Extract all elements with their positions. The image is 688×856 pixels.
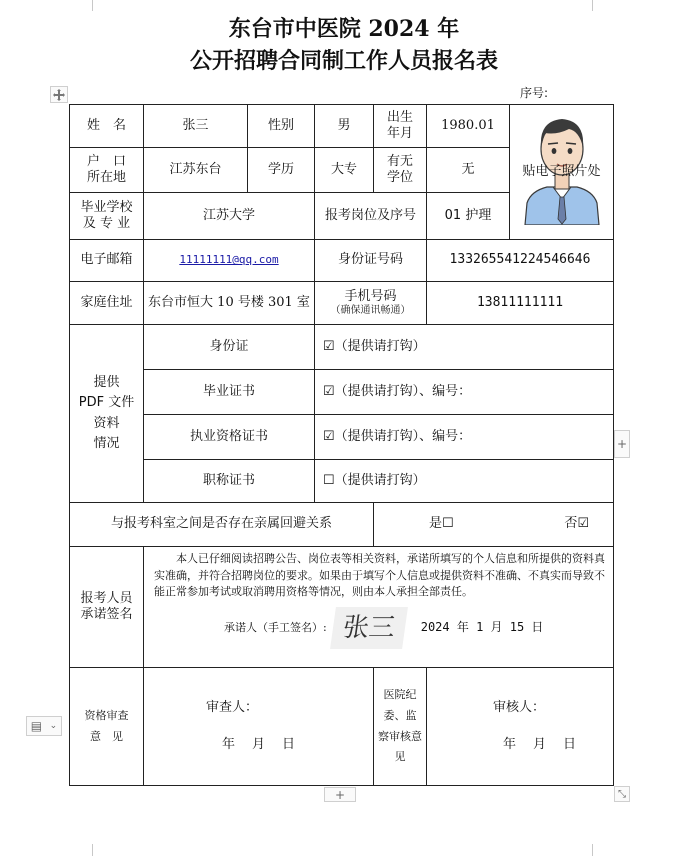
layout-icon-glyph: ▤	[30, 719, 43, 733]
gender-label: 性别	[248, 105, 315, 148]
signature-row	[144, 601, 613, 653]
promise-text: 本人已仔细阅读招聘公告、岗位表等相关资料，承诺所填写的个人信息和所提供的资料真实准确，并符合招聘岗位的要求。如果由于填写个人信息或提供资料不准确、不真实而导致不能正常参加考试或取消聘用资格等情况，则由本人承担全部责任。	[154, 552, 605, 598]
doc-name-license: 执业资格证书	[144, 415, 315, 460]
crop-mark-bottom-left	[80, 844, 93, 856]
crop-mark-top-right	[592, 0, 605, 11]
email-link[interactable]: 11111111@qq.com	[179, 253, 279, 267]
resize-icon[interactable]: ⤡	[614, 786, 630, 802]
move-handle-icon[interactable]	[50, 86, 68, 103]
registration-form-table	[69, 104, 614, 786]
position-value[interactable]: 01 护理	[427, 193, 510, 240]
doc-check-diploma[interactable]: ☑（提供请打钩）、编号：	[315, 370, 614, 415]
education-value[interactable]: 大专	[315, 148, 374, 193]
add-column-plus-icon[interactable]: +	[614, 430, 630, 458]
reviewer-label: 审查人：	[206, 700, 259, 716]
hukou-value[interactable]: 江苏东台	[144, 148, 248, 193]
approver-label: 审核人：	[493, 700, 546, 716]
position-label: 报考岗位及序号	[315, 193, 427, 240]
promise-date: 2024 年 1 月 15 日	[420, 620, 544, 634]
approver-cell[interactable]	[427, 668, 614, 786]
doc-name-id-card: 身份证	[144, 325, 315, 370]
school-value[interactable]: 江苏大学	[144, 193, 315, 240]
layout-icon[interactable]	[26, 716, 62, 736]
phone-note: （确保通讯畅通）	[330, 304, 411, 316]
doc-check-id-card[interactable]: ☑（提供请打钩）	[315, 325, 614, 370]
address-label: 家庭住址	[70, 282, 144, 325]
phone-label: 手机号码	[344, 288, 397, 304]
relation-answer-cell[interactable]	[374, 503, 614, 547]
handwritten-signature: 张三	[330, 607, 408, 649]
discipline-review-label: 医院纪委、监 察审核意见	[374, 668, 427, 786]
reviewer-date: 年 月 日	[222, 736, 298, 752]
hukou-label: 户 口 所在地	[70, 148, 144, 193]
doc-name-title-cert: 职称证书	[144, 460, 315, 503]
qualification-review-label: 资格审查 意 见	[70, 668, 144, 786]
relation-yes-option[interactable]: 是☐	[429, 516, 454, 532]
promise-label: 报考人员 承诺签名	[70, 547, 144, 668]
birth-value[interactable]: 1980.01	[427, 105, 510, 148]
signer-label: 承诺人（手工签名）:	[224, 620, 327, 634]
phone-label-cell	[315, 282, 427, 325]
name-label: 姓 名	[70, 105, 144, 148]
email-cell[interactable]	[144, 240, 315, 282]
doc-check-license[interactable]: ☑（提供请打钩）、编号：	[315, 415, 614, 460]
id-number-label: 身份证号码	[315, 240, 427, 282]
promise-cell	[144, 547, 614, 668]
relation-no-option[interactable]: 否☑	[564, 516, 589, 532]
crop-mark-top-left	[80, 0, 93, 11]
degree-value[interactable]: 无	[427, 148, 510, 193]
document-title-line2: 公开招聘合同制工作人员报名表	[189, 48, 498, 74]
documents-label: 提供 PDF 文件 资料 情况	[70, 325, 144, 503]
name-value[interactable]: 张三	[144, 105, 248, 148]
photo-placeholder-label: 贴电子照片处	[522, 163, 601, 179]
doc-check-title-cert[interactable]: ☐（提供请打钩）	[315, 460, 614, 503]
chevron-down-icon: ⌄	[49, 721, 58, 731]
serial-number-label: 序号:	[520, 86, 549, 100]
school-label: 毕业学校 及 专 业	[70, 193, 144, 240]
degree-label: 有无 学位	[374, 148, 427, 193]
photo-cell[interactable]	[510, 105, 614, 240]
document-title-line1: 东台市中医院 2024 年	[228, 16, 460, 42]
phone-value[interactable]: 13811111111	[427, 282, 614, 325]
crop-mark-bottom-right	[592, 844, 605, 856]
doc-name-diploma: 毕业证书	[144, 370, 315, 415]
education-label: 学历	[248, 148, 315, 193]
reviewer-cell[interactable]	[144, 668, 374, 786]
relation-question: 与报考科室之间是否存在亲属回避关系	[70, 503, 374, 547]
birth-label: 出生 年月	[374, 105, 427, 148]
add-row-plus-icon[interactable]: +	[324, 787, 356, 802]
gender-value[interactable]: 男	[315, 105, 374, 148]
email-label: 电子邮箱	[70, 240, 144, 282]
approver-date: 年 月 日	[503, 736, 579, 752]
id-number-value[interactable]: 133265541224546646	[427, 240, 614, 282]
address-value[interactable]: 东台市恒大 10 号楼 301 室	[144, 282, 315, 325]
